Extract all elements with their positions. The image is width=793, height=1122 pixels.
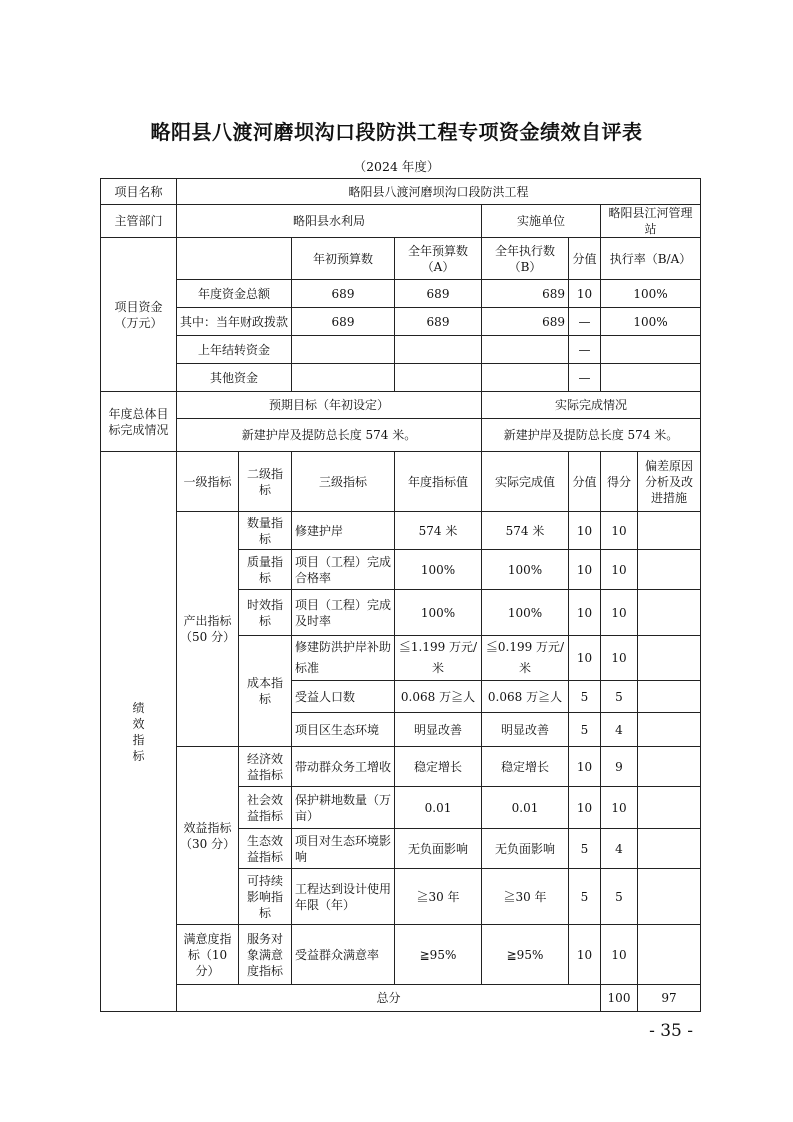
output-quality-row: 质量指标 项目（工程）完成合格率 100% 100% 10 10: [101, 550, 701, 590]
impl-value: 略阳县江河管理站: [601, 205, 701, 238]
funds-header-row: [101, 238, 701, 280]
output-cost-row: 受益人口数 0.068 万≧人 0.068 万≧人 5 5: [101, 681, 701, 713]
perf-header-actual: 实际完成值: [482, 452, 569, 512]
benefit-row: 生态效益指标 项目对生态环境影响 无负面影响 无负面影响 5 4: [101, 829, 701, 869]
funds-row-name: 其中：当年财政拨款: [177, 308, 292, 336]
deviation-cell: [638, 681, 701, 713]
funds-row-name: 上年结转资金: [177, 336, 292, 364]
goals-header-row: [101, 392, 701, 419]
deviation-cell: [638, 829, 701, 869]
goals-row: [101, 419, 701, 452]
funds-row-name: 其他资金: [177, 364, 292, 392]
perf-header-row: [101, 452, 701, 512]
deviation-cell: [638, 747, 701, 787]
page-title: 略阳县八渡河磨坝沟口段防洪工程专项资金绩效自评表: [150, 120, 643, 144]
report-year: （2024 年度）: [353, 159, 440, 174]
perf-header-points: 分值: [569, 452, 601, 512]
perf-header-lvl2: 二级指标: [239, 452, 292, 512]
funds-row: 上年结转资金 —: [101, 336, 701, 364]
project-name-label: 项目名称: [101, 179, 177, 205]
deviation-cell: [638, 512, 701, 550]
output-timeliness-row: 时效指标 项目（工程）完成及时率 100% 100% 10 10: [101, 590, 701, 636]
deviation-cell: [638, 925, 701, 985]
evaluation-table: [100, 178, 701, 1012]
perf-header-target: 年度指标值: [395, 452, 482, 512]
project-name-value: 略阳县八渡河磨坝沟口段防洪工程: [177, 179, 701, 205]
funds-label: 项目资金（万元）: [101, 238, 177, 392]
total-label: 总分: [177, 985, 601, 1012]
deviation-cell: [638, 550, 701, 590]
funds-row-name: 年度资金总额: [177, 280, 292, 308]
dept-value: 略阳县水利局: [177, 205, 482, 238]
goals-actual: 新建护岸及提防总长度 574 米。: [482, 419, 701, 452]
funds-row: 年度资金总额 689 689 689 10 100%: [101, 280, 701, 308]
cost-label: 成本指标: [239, 636, 292, 747]
deviation-cell: [638, 787, 701, 829]
funds-header-exec: 全年执行数（B）: [482, 238, 569, 280]
deviation-cell: [638, 869, 701, 925]
deviation-cell: [638, 636, 701, 681]
total-points: 100: [601, 985, 638, 1012]
funds-header-rate: 执行率（B/A）: [601, 238, 701, 280]
dept-row: [101, 205, 701, 238]
funds-header-init: 年初预算数: [292, 238, 395, 280]
funds-row: 其中：当年财政拨款 689 689 689 — 100%: [101, 308, 701, 336]
goals-expected-label: 预期目标（年初设定）: [177, 392, 482, 419]
output-label: 产出指标（50 分）: [177, 512, 239, 747]
total-row: [101, 985, 701, 1012]
perf-header-deviation: 偏差原因分析及改进措施: [638, 452, 701, 512]
benefit-row: 社会效益指标 保护耕地数量（万亩） 0.01 0.01 10 10: [101, 787, 701, 829]
impl-label: 实施单位: [482, 205, 601, 238]
satisfaction-row: 满意度指标（10 分） 服务对象满意度指标 受益群众满意率 ≧95% ≧95% 10 10: [101, 925, 701, 985]
perf-header-lvl3: 三级指标: [292, 452, 395, 512]
goals-actual-label: 实际完成情况: [482, 392, 701, 419]
total-score: 97: [638, 985, 701, 1012]
satisfaction-label: 满意度指标（10 分）: [177, 925, 239, 985]
project-name-row: [101, 179, 701, 205]
perf-header-score: 得分: [601, 452, 638, 512]
page-number: - 35 -: [649, 1021, 693, 1041]
perf-label: 绩效指标: [101, 452, 177, 1012]
output-cost-row: 项目区生态环境 明显改善 明显改善 5 4: [101, 713, 701, 747]
output-cost-row: 成本指标 修建防洪护岸补助标准 ≦1.199 万元/米 ≦0.199 万元/米 10 10: [101, 636, 701, 681]
goals-expected: 新建护岸及提防总长度 574 米。: [177, 419, 482, 452]
dept-label: 主管部门: [101, 205, 177, 238]
deviation-cell: [638, 713, 701, 747]
deviation-cell: [638, 590, 701, 636]
benefit-label: 效益指标（30 分）: [177, 747, 239, 925]
funds-header-blank: [177, 238, 292, 280]
benefit-row: 效益指标（30 分） 经济效益指标 带动群众务工增收 稳定增长 稳定增长 10 9: [101, 747, 701, 787]
funds-header-points: 分值: [569, 238, 601, 280]
funds-row: 其他资金 —: [101, 364, 701, 392]
perf-header-lvl1: 一级指标: [177, 452, 239, 512]
funds-header-budget: 全年预算数（A）: [395, 238, 482, 280]
output-quantity-row: 产出指标（50 分） 数量指标 修建护岸 574 米 574 米 10 10: [101, 512, 701, 550]
goals-label: 年度总体目标完成情况: [101, 392, 177, 452]
benefit-row: 可持续影响指标 工程达到设计使用年限（年） ≧30 年 ≧30 年 5 5: [101, 869, 701, 925]
